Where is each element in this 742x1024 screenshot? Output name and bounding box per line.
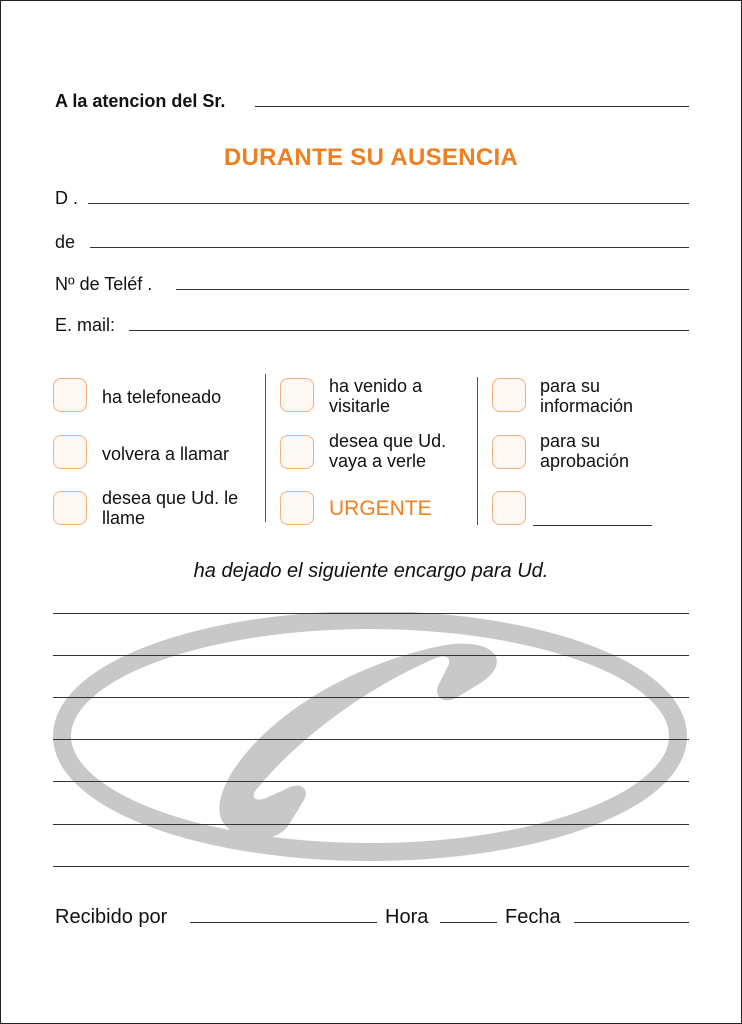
option-ha-telefoneado: ha telefoneado (102, 387, 222, 407)
received-by-label: Recibido por (55, 906, 168, 928)
other-option-field[interactable] (533, 525, 652, 526)
checkbox-para-su-aprobacion[interactable] (492, 435, 526, 469)
de-label: de (55, 232, 76, 252)
option-volvera-a-llamar: volvera a llamar (102, 444, 230, 464)
time-label: Hora (385, 906, 429, 928)
message-intro: ha dejado el siguiente encargo para Ud. (193, 560, 549, 582)
d-label: D . (55, 188, 79, 208)
checkbox-ha-telefoneado[interactable] (53, 378, 87, 412)
option-para-su-aprobacion: para su aprobación (540, 431, 630, 471)
column-divider-1 (265, 374, 266, 522)
date-label: Fecha (505, 906, 561, 928)
checkbox-volvera-a-llamar[interactable] (53, 435, 87, 469)
column-divider-2 (477, 377, 478, 525)
time-field[interactable] (440, 922, 497, 923)
message-line-1[interactable] (53, 613, 689, 614)
phone-field[interactable] (176, 289, 689, 290)
message-line-5[interactable] (53, 781, 689, 782)
date-field[interactable] (574, 922, 689, 923)
checkbox-para-su-informacion[interactable] (492, 378, 526, 412)
option-desea-que-vaya: desea que Ud. vaya a verle (329, 431, 447, 471)
message-line-6[interactable] (53, 824, 689, 825)
option-desea-que-le-llame: desea que Ud. le llame (102, 488, 239, 528)
checkbox-ha-venido[interactable] (280, 378, 314, 412)
checkbox-urgente[interactable] (280, 491, 314, 525)
form-title: DURANTE SU AUSENCIA (223, 144, 519, 171)
option-ha-venido: ha venido a visitarle (329, 376, 423, 416)
checkbox-desea-que-le-llame[interactable] (53, 491, 87, 525)
option-para-su-informacion: para su información (540, 376, 634, 416)
message-line-7[interactable] (53, 866, 689, 867)
email-label: E. mail: (55, 315, 116, 335)
message-line-2[interactable] (53, 655, 689, 656)
received-by-field[interactable] (190, 922, 377, 923)
attention-field[interactable] (255, 106, 689, 107)
d-field[interactable] (88, 203, 689, 204)
message-line-4[interactable] (53, 739, 689, 740)
de-field[interactable] (90, 247, 689, 248)
phone-label: Nº de Teléf . (55, 274, 153, 294)
message-line-3[interactable] (53, 697, 689, 698)
checkbox-desea-que-vaya[interactable] (280, 435, 314, 469)
option-urgente: URGENTE (329, 497, 432, 520)
checkbox-other[interactable] (492, 491, 526, 525)
email-field[interactable] (129, 330, 689, 331)
attention-label: A la atencion del Sr. (55, 91, 226, 111)
